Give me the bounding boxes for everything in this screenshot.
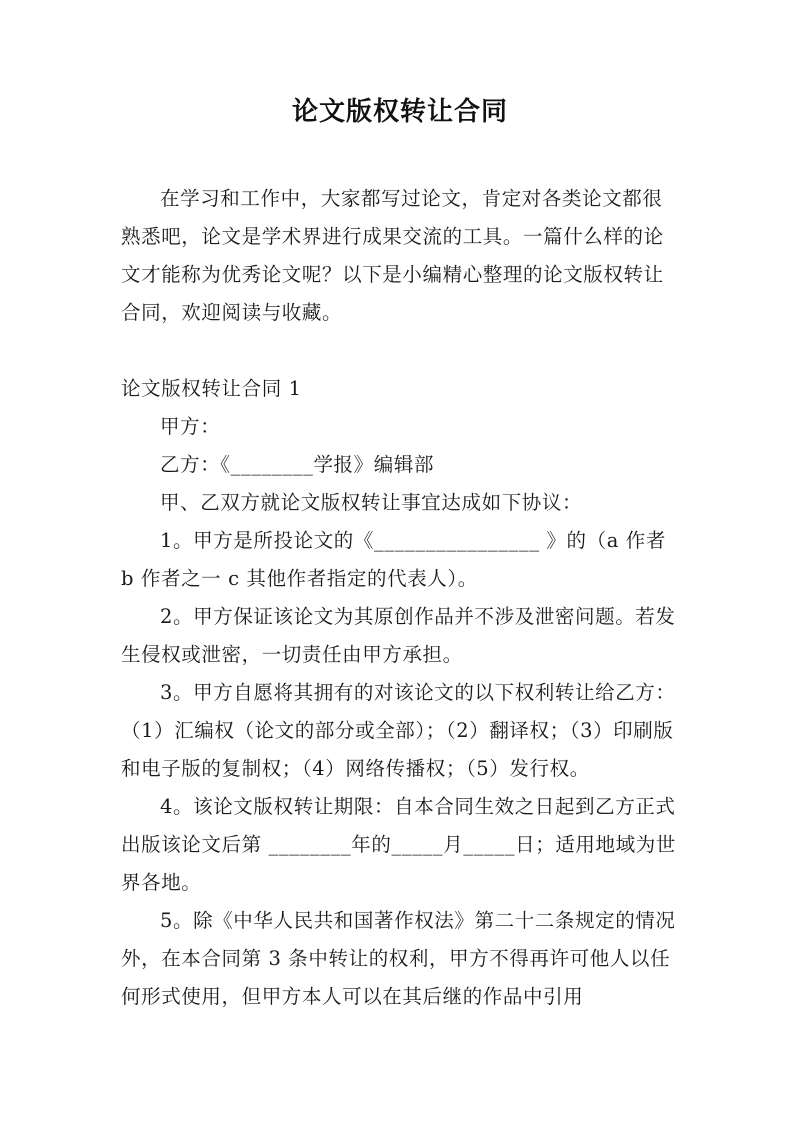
- clause-3: 3。甲方自愿将其拥有的对该论文的以下权利转让给乙方：（1）汇编权（论文的部分或全部）；（2）翻译权；（3）印刷版和电子版的复制权；（4）网络传播权；（5）发行权。: [121, 681, 676, 780]
- clause-1: 1。甲方是所投论文的《________________ 》的（a 作者 b 作者之一 c 其他作者指定的代表人）。: [121, 529, 666, 590]
- party-b-line: 乙方：《________学报》编辑部: [160, 453, 435, 476]
- document-body: [121, 180, 681, 1016]
- clause-2: 2。甲方保证该论文为其原创作品并不涉及泄密问题。若发生侵权或泄密，一切责任由甲方承担。: [121, 605, 676, 666]
- page-title: 论文版权转让合同: [291, 97, 508, 127]
- section-heading: 论文版权转让合同 1: [121, 377, 302, 400]
- agreement-intro: 甲、乙双方就论文版权转让事宜达成如下协议：: [160, 491, 583, 514]
- intro-paragraph: 在学习和工作中，大家都写过论文，肯定对各类论文都很熟悉吧，论文是学术界进行成果交流的工具。一篇什么样的论文才能称为优秀论文呢？以下是小编精心整理的论文版权转让合同，欢迎阅读与收藏。: [121, 187, 664, 324]
- clause-5: 5。除《中华人民共和国著作权法》第二十二条规定的情况外，在本合同第 3 条中转让的权利，甲方不得再许可他人以任何形式使用，但甲方本人可以在其后继的作品中引用: [121, 909, 676, 1008]
- party-a-line: 甲方：: [160, 415, 221, 438]
- clause-4: 4。该论文版权转让期限：自本合同生效之日起到乙方正式出版该论文后第 ________年的_____月_____日；适用地域为世界各地。: [121, 795, 676, 894]
